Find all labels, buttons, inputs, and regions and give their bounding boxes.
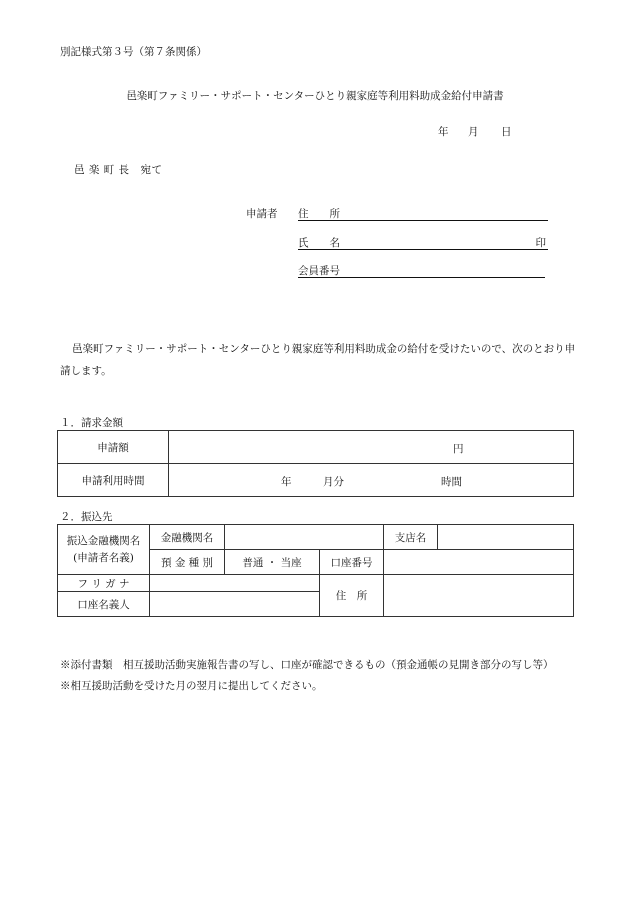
note-deadline: ※相互援助活動を受けた月の翌月に提出してください。: [60, 680, 323, 692]
date-year-label: 年: [438, 126, 449, 138]
time-hours: 時間: [441, 476, 462, 488]
section2-heading: ２．振込先: [60, 511, 113, 523]
account-holder-line2: (申請者名義): [73, 551, 134, 564]
applicant-address-field[interactable]: [298, 206, 548, 221]
applicant-label: 申請者: [246, 208, 278, 220]
applicant-address-label: 住 所: [298, 208, 340, 220]
transfer-table: [57, 524, 574, 617]
note-attachments: ※添付書類 相互援助活動実施報告書の写し、口座が確認できるもの（預金通帳の見開き部分の写し等）: [60, 659, 554, 671]
account-number-input[interactable]: [384, 550, 574, 575]
bank-name-label: 金融機関名: [150, 525, 225, 550]
member-number-field[interactable]: [298, 263, 545, 278]
account-name-label: 口座名義人: [58, 592, 150, 617]
amount-cell[interactable]: [169, 431, 574, 464]
seal-mark: 印: [535, 237, 546, 249]
branch-input[interactable]: [438, 525, 574, 550]
section1-heading: １．請求金額: [60, 417, 123, 429]
table-row: [58, 575, 574, 592]
bank-name-input[interactable]: [225, 525, 384, 550]
furigana-label: フ リ ガ ナ: [58, 575, 150, 592]
time-year: 年: [281, 476, 292, 488]
address-label: 住 所: [320, 575, 384, 617]
addressee: 邑 楽 町 長 宛て: [74, 164, 163, 176]
address-input[interactable]: [384, 575, 574, 617]
table-row: [58, 464, 574, 497]
applicant-name-field[interactable]: [298, 235, 548, 250]
time-cell-inner: [169, 464, 573, 496]
deposit-type-options[interactable]: 普通 ・ 当座: [225, 550, 320, 575]
request-amount-table: [57, 430, 574, 497]
amount-unit: 円: [453, 443, 464, 455]
account-holder-header: [58, 525, 150, 575]
amount-label: 申請額: [58, 431, 169, 464]
form-number: 別記様式第３号（第７条関係）: [60, 46, 207, 58]
time-month: 月分: [323, 476, 344, 488]
application-statement: 邑楽町ファミリー・サポート・センターひとり親家庭等利用料助成金の給付を受けたいので、次のとおり申請します。: [60, 343, 576, 377]
applicant-name-label: 氏 名: [298, 237, 340, 249]
account-name-input[interactable]: [150, 592, 320, 617]
member-number-label: 会員番号: [298, 265, 340, 277]
furigana-input[interactable]: [150, 575, 320, 592]
time-cell[interactable]: [169, 464, 574, 497]
account-holder-line1: 振込金融機関名: [66, 534, 141, 547]
account-number-label: 口座番号: [320, 550, 384, 575]
date-line: [438, 124, 512, 139]
time-label: 申請利用時間: [58, 464, 169, 497]
deposit-type-label: 預 金 種 別: [150, 550, 225, 575]
table-row: [58, 525, 574, 550]
document-title: 邑楽町ファミリー・サポート・センターひとり親家庭等利用料助成金給付申請書: [126, 90, 504, 102]
branch-label: 支店名: [384, 525, 438, 550]
notes: [60, 655, 554, 697]
date-month-label: 月: [468, 126, 479, 138]
date-day-label: 日: [501, 126, 512, 138]
table-row: [58, 431, 574, 464]
amount-cell-inner: [169, 431, 573, 463]
